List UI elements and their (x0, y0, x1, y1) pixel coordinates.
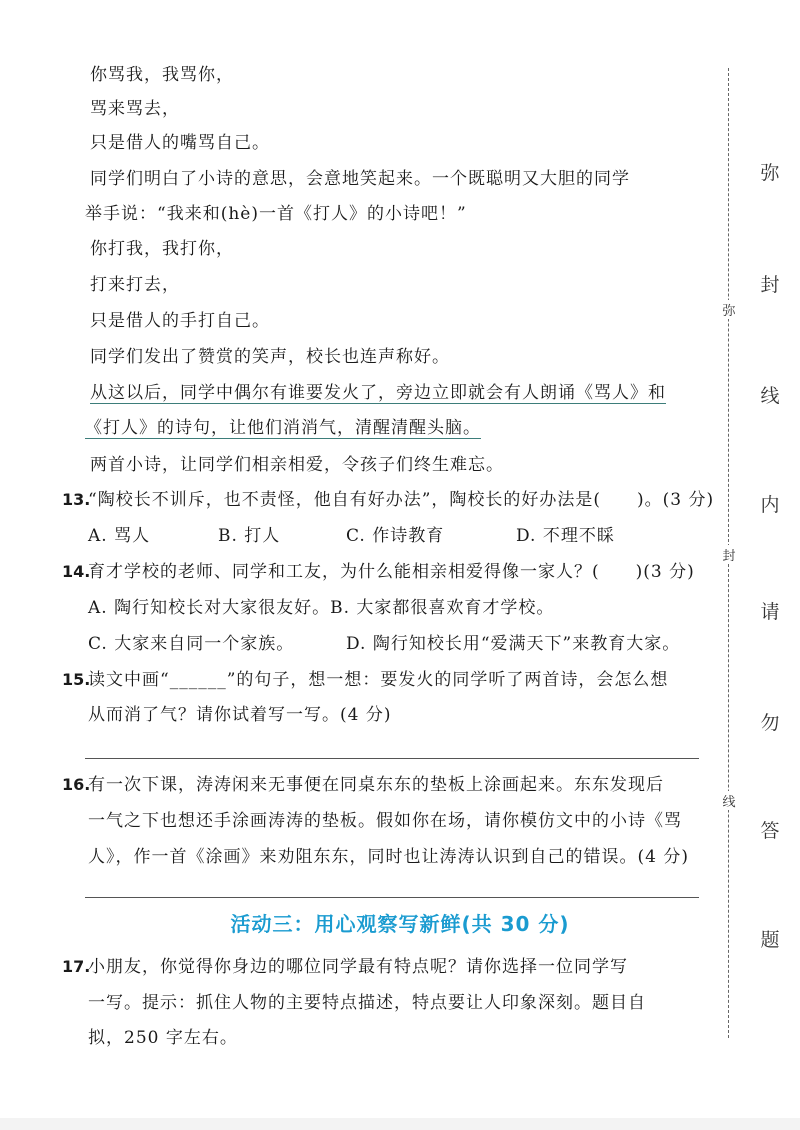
question-15-number: 15. (62, 670, 91, 689)
question-16-number: 16. (62, 775, 91, 794)
para1-line1: 同学们明白了小诗的意思，会意地笑起来。一个既聪明又大胆的同学 (90, 169, 630, 189)
para4: 两首小诗，让同学们相亲相爱，令孩子们终生难忘。 (90, 455, 504, 475)
q13-option-a: A. 骂人 (88, 526, 151, 546)
margin-char-3: 线 (760, 385, 780, 407)
question-14-text: 育才学校的老师、同学和工友，为什么能相亲相爱得像一家人？( )(3 分) (88, 562, 695, 582)
poem1-line1: 你骂我，我骂你， (90, 65, 234, 85)
question-16-line2: 一气之下也想还手涂画涛涛的垫板。假如你在场，请你模仿文中的小诗《骂 (88, 811, 682, 831)
question-13-number: 13. (62, 490, 91, 509)
margin-char-5: 请 (760, 601, 780, 623)
page-bottom-strip (0, 1118, 800, 1130)
para2: 同学们发出了赞赏的笑声，校长也连声称好。 (90, 347, 450, 367)
margin-char-4: 内 (760, 494, 780, 516)
q15-answer-line[interactable] (85, 758, 699, 759)
section-title: 活动三：用心观察写新鲜(共 30 分) (230, 912, 570, 936)
q13-option-c: C. 作诗教育 (346, 526, 445, 546)
seal-label-xian: 线 (718, 791, 740, 810)
seal-label-feng: 封 (718, 545, 740, 564)
question-15-line1: 读文中画“______”的句子，想一想：要发火的同学听了两首诗，会怎么想 (88, 670, 669, 690)
para1-line2: 举手说：“我来和(hè)一首《打人》的小诗吧！” (85, 204, 467, 224)
question-13-text: “陶校长不训斥，也不责怪，他自有好办法”，陶校长的好办法是( )。(3 分) (88, 490, 715, 510)
question-17-number: 17. (62, 957, 91, 976)
question-15-line2: 从而消了气？请你试着写一写。(4 分) (88, 705, 392, 725)
q14-option-c: C. 大家来自同一个家族。 (88, 634, 295, 654)
question-14-number: 14. (62, 562, 91, 581)
poem2-line1: 你打我，我打你， (90, 239, 234, 259)
q13-option-d: D. 不理不睬 (516, 526, 615, 546)
question-17-line3: 拟，250 字左右。 (88, 1028, 238, 1048)
question-16-line3: 人》，作一首《涂画》来劝阻东东，同时也让涛涛认识到自己的错误。(4 分) (88, 847, 689, 867)
margin-char-1: 弥 (760, 162, 780, 184)
poem2-line3: 只是借人的手打自己。 (90, 311, 270, 331)
q16-answer-line[interactable] (85, 897, 699, 898)
poem1-line3: 只是借人的嘴骂自己。 (90, 133, 270, 153)
question-16-line1: 有一次下课，涛涛闲来无事便在同桌东东的垫板上涂画起来。东东发现后 (88, 775, 664, 795)
margin-char-8: 题 (760, 929, 780, 951)
margin-char-6: 勿 (760, 712, 780, 734)
q14-options-ab: A. 陶行知校长对大家很友好。B. 大家都很喜欢育才学校。 (88, 598, 555, 618)
poem1-line2: 骂来骂去， (90, 99, 180, 119)
poem2-line2: 打来打去， (90, 275, 180, 295)
underlined-sentence-line2: 《打人》的诗句，让他们消消气，清醒清醒头脑。 (85, 418, 481, 438)
q13-option-b: B. 打人 (218, 526, 281, 546)
seal-label-mi: 弥 (718, 300, 740, 319)
question-17-line1: 小朋友，你觉得你身边的哪位同学最有特点呢？请你选择一位同学写 (88, 957, 628, 977)
question-17-line2: 一写。提示：抓住人物的主要特点描述，特点要让人印象深刻。题目自 (88, 993, 646, 1013)
margin-char-2: 封 (760, 274, 780, 296)
underlined-sentence-line1: 从这以后，同学中偶尔有谁要发火了，旁边立即就会有人朗诵《骂人》和 (90, 383, 666, 403)
margin-char-7: 答 (760, 820, 780, 842)
q14-option-d: D. 陶行知校长用“爱满天下”来教育大家。 (346, 634, 681, 654)
